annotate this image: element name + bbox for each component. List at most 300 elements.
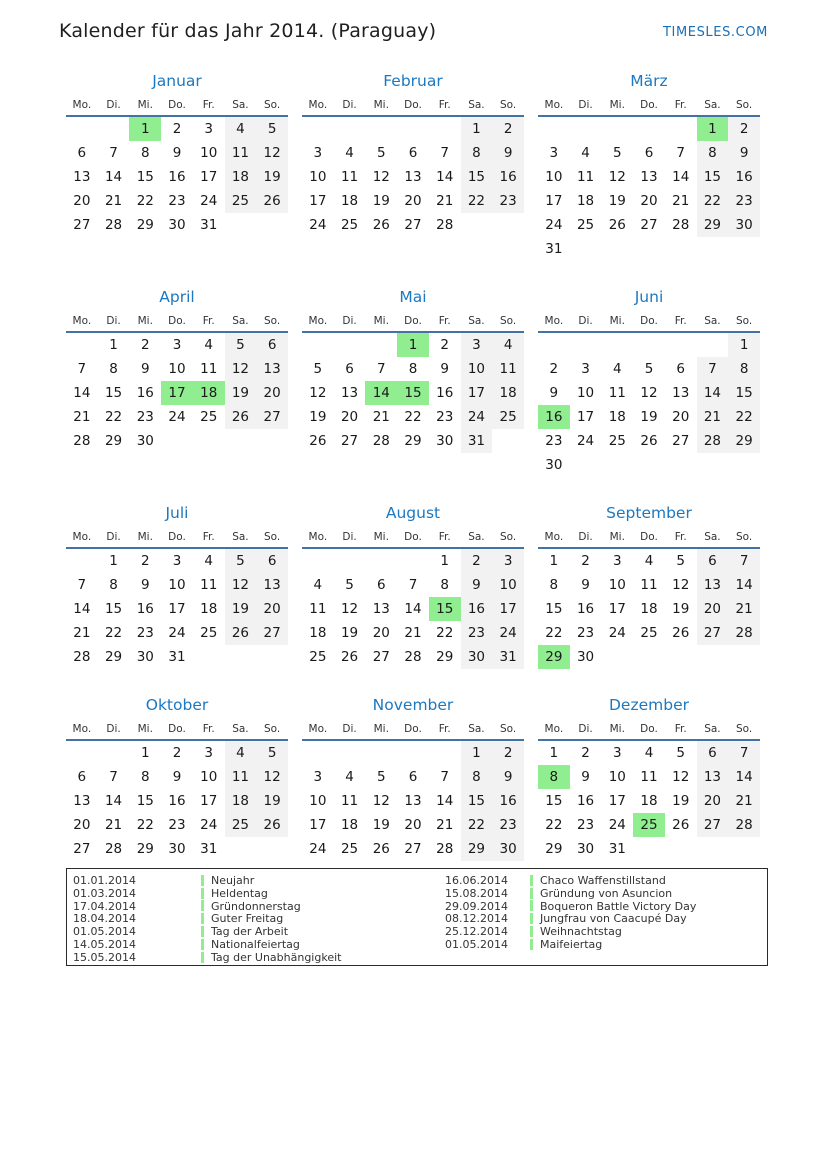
day-cell: 10: [608, 577, 626, 593]
weekday-label: Fr.: [202, 723, 215, 735]
day-cell: 2: [728, 117, 760, 141]
legend-item-name: Gründonnerstag: [211, 899, 301, 913]
days-grid: [538, 333, 760, 477]
day-cell: 20: [372, 625, 390, 641]
day-cell: 7: [440, 769, 449, 785]
legend-item: [445, 900, 767, 913]
day-cell: 13: [697, 573, 729, 597]
weekday-label: Sa.: [468, 723, 485, 735]
days-grid: [66, 333, 288, 453]
day-cell: 28: [372, 433, 390, 449]
day-cell: 5: [376, 769, 386, 785]
day-cell: 19: [340, 625, 359, 641]
day-cell: 10: [309, 793, 327, 809]
day-cell: 2: [172, 745, 182, 761]
weekday-label: So.: [264, 99, 281, 111]
weekday-label: Sa.: [468, 99, 485, 111]
day-cell: 25: [640, 625, 658, 641]
legend-item: [73, 887, 417, 900]
day-cell: 6: [345, 361, 354, 377]
day-cell: 11: [225, 141, 257, 165]
weekday-label: Di.: [106, 315, 121, 327]
day-cell: 13: [697, 765, 729, 789]
day-cell-holiday: 1: [129, 117, 161, 141]
day-cell: 26: [372, 217, 390, 233]
day-cell-empty: [633, 333, 665, 357]
day-cell: 31: [200, 217, 218, 233]
day-cell: 1: [140, 745, 150, 761]
day-cell: 29: [461, 837, 493, 861]
weekday-header-row: [302, 531, 524, 549]
day-cell: 9: [581, 577, 590, 593]
month-title: Mai: [399, 288, 427, 306]
day-cell: 14: [728, 573, 760, 597]
day-cell-empty: [665, 117, 697, 141]
day-cell: 31: [168, 649, 186, 665]
weekday-label: Do.: [168, 99, 186, 111]
day-cell: 2: [140, 553, 150, 569]
day-cell-empty: [365, 333, 397, 357]
day-cell-empty: [365, 549, 397, 573]
day-cell: 11: [576, 169, 595, 185]
day-cell: 6: [644, 145, 654, 161]
day-cell: 22: [728, 405, 760, 429]
day-cell: 11: [492, 357, 524, 381]
day-cell: 1: [549, 553, 559, 569]
legend-item: [445, 887, 767, 900]
day-cell: 1: [109, 337, 118, 353]
day-cell: 31: [492, 645, 524, 669]
weekday-label: Di.: [106, 531, 121, 543]
day-cell: 26: [256, 189, 288, 213]
weekday-label: Sa.: [232, 99, 249, 111]
day-cell-empty: [334, 549, 366, 573]
day-cell: 25: [576, 217, 595, 233]
legend-column: [417, 874, 767, 965]
day-cell: 20: [73, 817, 91, 833]
weekday-label: Mo.: [544, 531, 564, 543]
month-juli: [66, 503, 288, 669]
day-cell: 6: [256, 549, 288, 573]
holiday-tick-icon: [201, 939, 204, 950]
day-cell: 19: [256, 165, 288, 189]
days-grid: [538, 741, 760, 861]
weekday-label: Mi.: [373, 315, 389, 327]
weekday-label: Sa.: [704, 723, 721, 735]
day-cell: 6: [256, 333, 288, 357]
day-cell: 27: [73, 841, 91, 857]
day-cell: 15: [697, 165, 729, 189]
day-cell: 13: [372, 601, 390, 617]
day-cell: 4: [644, 745, 654, 761]
legend-item: [445, 912, 767, 925]
day-cell: 9: [492, 141, 524, 165]
day-cell: 13: [672, 385, 690, 401]
day-cell: 19: [372, 193, 390, 209]
day-cell: 23: [461, 621, 493, 645]
weekday-label: Do.: [168, 723, 186, 735]
day-cell: 14: [672, 169, 690, 185]
day-cell-empty: [538, 117, 570, 141]
day-cell: 1: [461, 117, 493, 141]
day-cell: 12: [608, 169, 626, 185]
weekday-label: Mi.: [137, 531, 153, 543]
legend-item-name: Heldentag: [211, 886, 268, 900]
day-cell: 10: [608, 769, 626, 785]
legend-item-date: 15.05.2014: [73, 950, 136, 964]
holiday-tick-icon: [201, 913, 204, 924]
weekday-label: Mo.: [544, 99, 564, 111]
day-cell: 12: [309, 385, 327, 401]
weekday-label: Do.: [640, 99, 658, 111]
day-cell: 11: [608, 385, 626, 401]
day-cell: 6: [408, 769, 418, 785]
day-cell: 5: [676, 745, 685, 761]
weekday-label: Fr.: [674, 315, 687, 327]
brand-link[interactable]: TIMESLES.COM: [662, 25, 768, 40]
months-grid: [66, 71, 760, 861]
day-cell-empty: [633, 117, 665, 141]
day-cell: 19: [225, 381, 257, 405]
month-title: November: [372, 696, 454, 714]
month-m-rz: [538, 71, 760, 261]
day-cell: 21: [104, 817, 123, 833]
day-cell-empty: [98, 117, 130, 141]
day-cell: 14: [104, 793, 123, 809]
day-cell: 25: [225, 813, 257, 837]
day-cell: 23: [136, 625, 154, 641]
legend-column: [67, 874, 417, 965]
day-cell: 18: [225, 165, 257, 189]
weekday-label: Fr.: [674, 531, 687, 543]
month-mai: [302, 287, 524, 453]
weekday-label: So.: [500, 531, 517, 543]
day-cell: 6: [376, 577, 386, 593]
weekday-label: So.: [736, 315, 753, 327]
day-cell: 2: [140, 337, 150, 353]
day-cell: 23: [136, 409, 154, 425]
page-title: Kalender für das Jahr 2014. (Paraguay): [59, 20, 437, 42]
day-cell: 29: [104, 649, 123, 665]
day-cell: 4: [581, 145, 590, 161]
legend-item-name: Chaco Waffenstillstand: [539, 873, 666, 887]
day-cell: 26: [225, 405, 257, 429]
day-cell: 14: [436, 793, 454, 809]
day-cell: 4: [492, 333, 524, 357]
day-cell: 15: [136, 793, 154, 809]
day-cell: 21: [672, 193, 690, 209]
day-cell-empty: [334, 333, 366, 357]
weekday-label: Do.: [168, 315, 186, 327]
legend-item-date: 25.12.2014: [444, 925, 508, 939]
day-cell: 2: [440, 337, 449, 353]
day-cell: 16: [728, 165, 760, 189]
legend-item-name: Tag der Unabhängigkeit: [211, 950, 342, 964]
day-cell: 4: [225, 117, 257, 141]
day-cell: 7: [440, 145, 449, 161]
day-cell: 9: [728, 141, 760, 165]
day-cell-empty: [302, 741, 334, 765]
day-cell: 4: [345, 145, 354, 161]
day-cell: 20: [256, 597, 288, 621]
weekday-label: Sa.: [232, 531, 249, 543]
legend-item: [445, 874, 767, 887]
day-cell: 15: [461, 789, 493, 813]
day-cell: 3: [313, 769, 323, 785]
day-cell: 5: [256, 741, 288, 765]
day-cell: 4: [644, 553, 654, 569]
weekday-label: Di.: [106, 723, 121, 735]
day-cell: 24: [608, 625, 626, 641]
day-cell-empty: [66, 549, 98, 573]
day-cell: 26: [309, 433, 327, 449]
day-cell: 8: [461, 765, 493, 789]
weekday-label: Di.: [342, 531, 357, 543]
day-cell: 14: [404, 601, 422, 617]
weekday-label: Sa.: [468, 531, 485, 543]
day-cell: 18: [200, 601, 218, 617]
weekday-label: Mo.: [544, 315, 564, 327]
day-cell: 6: [697, 741, 729, 765]
weekday-header-row: [66, 723, 288, 741]
day-cell: 30: [168, 217, 186, 233]
day-cell: 28: [404, 649, 422, 665]
day-cell: 6: [697, 549, 729, 573]
day-cell: 18: [640, 601, 658, 617]
day-cell: 12: [225, 357, 257, 381]
day-cell: 24: [200, 193, 218, 209]
month-august: [302, 503, 524, 669]
day-cell: 27: [404, 217, 422, 233]
weekday-label: So.: [264, 723, 281, 735]
weekday-label: Fr.: [202, 315, 215, 327]
legend-item-name: Boqueron Battle Victory Day: [539, 899, 697, 913]
month-title: Januar: [152, 72, 202, 90]
day-cell-empty: [66, 741, 98, 765]
day-cell: 16: [436, 385, 454, 401]
day-cell: 15: [545, 793, 563, 809]
day-cell-holiday: 25: [633, 813, 665, 837]
day-cell: 19: [672, 601, 690, 617]
weekday-label: Mi.: [373, 99, 389, 111]
legend-item-date: 17.04.2014: [73, 899, 136, 913]
day-cell: 11: [309, 601, 327, 617]
day-cell: 5: [345, 577, 354, 593]
day-cell: 21: [73, 625, 91, 641]
holiday-tick-icon: [530, 888, 533, 899]
day-cell: 9: [549, 385, 559, 401]
day-cell: 15: [545, 601, 563, 617]
day-cell-empty: [302, 117, 334, 141]
weekday-label: Mo.: [544, 723, 564, 735]
day-cell: 11: [640, 769, 658, 785]
day-cell: 27: [372, 649, 390, 665]
weekday-label: Sa.: [232, 315, 249, 327]
weekday-label: Mo.: [72, 99, 92, 111]
days-grid: [302, 549, 524, 669]
weekday-header-row: [538, 531, 760, 549]
weekday-label: Mi.: [609, 723, 625, 735]
day-cell: 26: [640, 433, 658, 449]
weekday-label: So.: [736, 99, 753, 111]
month-title: September: [606, 504, 692, 522]
weekday-label: So.: [736, 723, 753, 735]
day-cell-holiday: 15: [397, 381, 429, 405]
weekday-label: Do.: [404, 315, 422, 327]
day-cell: 27: [404, 841, 422, 857]
day-cell: 26: [372, 841, 390, 857]
day-cell: 3: [313, 145, 323, 161]
day-cell: 30: [728, 213, 760, 237]
day-cell: 11: [200, 361, 218, 377]
day-cell: 22: [136, 193, 154, 209]
day-cell: 10: [200, 769, 218, 785]
holiday-tick-icon: [530, 939, 533, 950]
day-cell: 30: [576, 649, 595, 665]
day-cell: 18: [225, 789, 257, 813]
day-cell: 17: [608, 793, 626, 809]
day-cell: 13: [404, 169, 422, 185]
day-cell: 25: [608, 433, 626, 449]
month-februar: [302, 71, 524, 237]
weekday-label: Di.: [342, 99, 357, 111]
day-cell: 10: [492, 573, 524, 597]
day-cell: 12: [256, 765, 288, 789]
day-cell: 20: [697, 597, 729, 621]
month-title: Oktober: [145, 696, 209, 714]
day-cell: 3: [612, 553, 622, 569]
weekday-label: Mi.: [137, 723, 153, 735]
day-cell: 25: [340, 217, 359, 233]
weekday-label: Do.: [404, 99, 422, 111]
day-cell: 2: [172, 121, 182, 137]
day-cell: 22: [104, 409, 123, 425]
day-cell: 16: [492, 789, 524, 813]
weekday-header-row: [302, 723, 524, 741]
weekday-label: Mi.: [609, 99, 625, 111]
weekday-label: Do.: [404, 723, 422, 735]
day-cell: 21: [728, 597, 760, 621]
day-cell: 19: [225, 597, 257, 621]
day-cell: 10: [576, 385, 595, 401]
day-cell: 29: [136, 217, 154, 233]
holiday-tick-icon: [530, 900, 533, 911]
day-cell: 5: [256, 117, 288, 141]
day-cell: 25: [200, 409, 218, 425]
day-cell: 5: [225, 333, 257, 357]
day-cell: 1: [549, 745, 559, 761]
day-cell: 26: [672, 625, 690, 641]
day-cell: 3: [204, 745, 213, 761]
weekday-label: Fr.: [438, 531, 451, 543]
weekday-label: Di.: [578, 723, 593, 735]
day-cell: 13: [256, 357, 288, 381]
day-cell-empty: [570, 117, 602, 141]
day-cell: 7: [109, 769, 118, 785]
day-cell: 29: [728, 429, 760, 453]
day-cell: 24: [545, 217, 563, 233]
day-cell: 24: [168, 409, 186, 425]
day-cell: 22: [697, 189, 729, 213]
weekday-label: Mi.: [609, 315, 625, 327]
weekday-label: Do.: [640, 315, 658, 327]
day-cell: 27: [672, 433, 690, 449]
day-cell: 15: [136, 169, 154, 185]
weekday-label: Do.: [404, 531, 422, 543]
weekday-label: So.: [736, 531, 753, 543]
day-cell: 3: [612, 745, 622, 761]
day-cell: 13: [340, 385, 359, 401]
day-cell: 24: [461, 405, 493, 429]
weekday-label: Mi.: [609, 531, 625, 543]
day-cell: 3: [461, 333, 493, 357]
weekday-label: Mo.: [308, 315, 328, 327]
day-cell: 12: [340, 601, 359, 617]
day-cell-empty: [538, 333, 570, 357]
day-cell-empty: [397, 117, 429, 141]
day-cell: 29: [436, 649, 454, 665]
day-cell: 4: [345, 769, 354, 785]
day-cell: 6: [408, 145, 418, 161]
weekday-label: Mo.: [308, 723, 328, 735]
day-cell-empty: [601, 333, 633, 357]
legend-item-name: Gründung von Asuncion: [539, 886, 673, 900]
legend-item-date: 18.04.2014: [73, 912, 136, 926]
day-cell: 21: [436, 193, 454, 209]
day-cell: 19: [256, 789, 288, 813]
day-cell: 20: [73, 193, 91, 209]
day-cell: 16: [136, 385, 154, 401]
days-grid: [66, 549, 288, 669]
legend-item: [73, 938, 417, 951]
day-cell: 22: [545, 625, 563, 641]
day-cell: 21: [372, 409, 390, 425]
weekday-label: Sa.: [468, 315, 485, 327]
days-grid: [538, 117, 760, 261]
day-cell: 14: [436, 169, 454, 185]
day-cell: 20: [640, 193, 658, 209]
weekday-label: Fr.: [202, 531, 215, 543]
day-cell: 30: [461, 645, 493, 669]
day-cell: 23: [492, 813, 524, 837]
month-title: Juni: [634, 288, 664, 306]
day-cell: 8: [109, 577, 118, 593]
day-cell: 31: [461, 429, 493, 453]
days-grid: [66, 117, 288, 237]
day-cell: 27: [697, 813, 729, 837]
days-grid: [66, 741, 288, 861]
day-cell: 5: [225, 549, 257, 573]
day-cell: 26: [608, 217, 626, 233]
day-cell: 23: [545, 433, 563, 449]
day-cell: 24: [309, 217, 327, 233]
day-cell: 12: [225, 573, 257, 597]
weekday-label: Di.: [578, 531, 593, 543]
day-cell: 18: [640, 793, 658, 809]
weekday-label: Sa.: [232, 723, 249, 735]
day-cell: 12: [640, 385, 658, 401]
day-cell-empty: [66, 333, 98, 357]
weekday-label: Fr.: [438, 315, 451, 327]
day-cell: 29: [104, 433, 123, 449]
day-cell: 14: [73, 601, 91, 617]
legend-item: [445, 938, 767, 951]
day-cell: 19: [672, 793, 690, 809]
day-cell: 10: [200, 145, 218, 161]
weekday-label: Mo.: [308, 99, 328, 111]
day-cell-empty: [570, 333, 602, 357]
day-cell: 18: [309, 625, 327, 641]
